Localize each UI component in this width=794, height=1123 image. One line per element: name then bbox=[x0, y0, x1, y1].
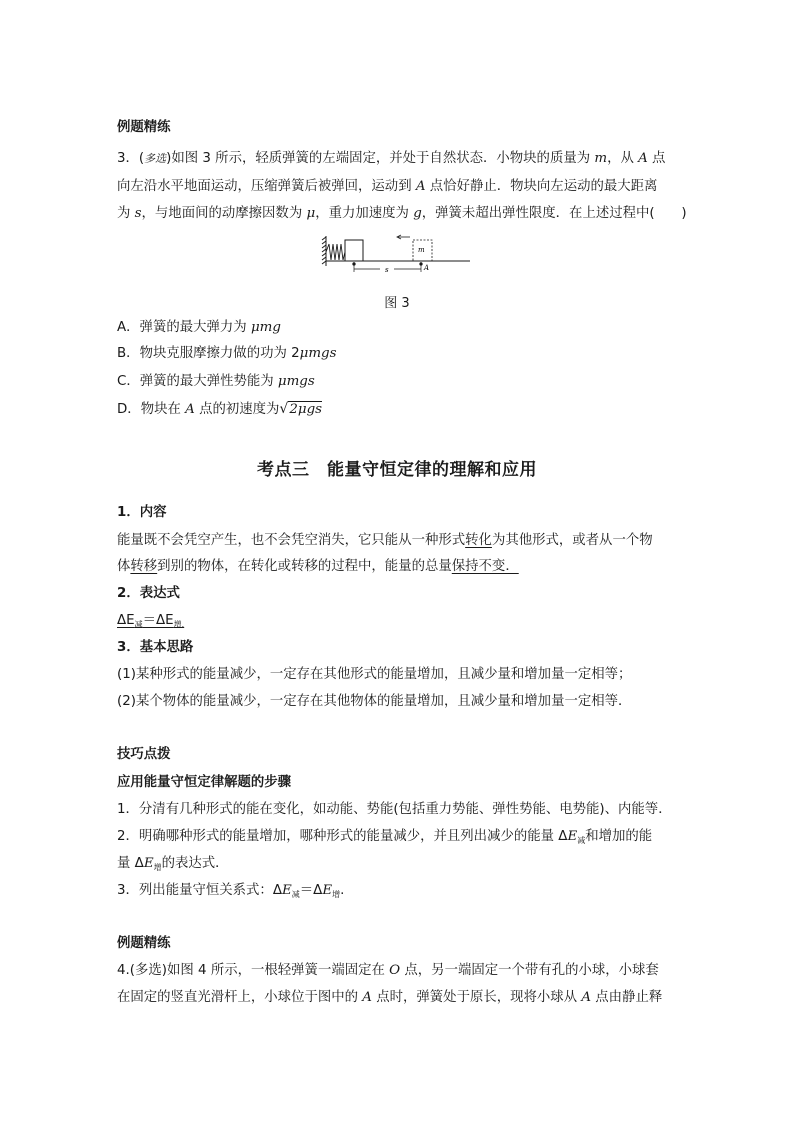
option-b: B．物块克服摩擦力做的功为 2μmgs bbox=[117, 346, 337, 361]
section-title: 考点三 能量守恒定律的理解和应用 bbox=[257, 460, 537, 480]
option-a: A．弹簧的最大弹力为 μmg bbox=[117, 320, 281, 335]
approach-line-1: (1)某种形式的能量减少，一定存在其他形式的能量增加，且减少量和增加量一定相等； bbox=[117, 667, 632, 682]
block bbox=[345, 240, 363, 261]
question-4-line-2: 在固定的竖直光滑杆上，小球位于图中的 A 点时，弹簧处于原长，现将小球从 A 点由静止释 bbox=[117, 990, 663, 1005]
option-c: C．弹簧的最大弹性势能为 μmgs bbox=[117, 374, 315, 389]
example-heading-1: 例题精练 bbox=[117, 120, 171, 135]
option-d: D．物块在 A 点的初速度为√2μgs bbox=[117, 401, 323, 417]
point-a-label: A bbox=[424, 264, 430, 272]
figure-3-caption: 图 3 bbox=[384, 296, 410, 311]
spring bbox=[326, 244, 345, 260]
tips-step-2-line-1: 2．明确哪种形式的能量增加，哪种形式的能量减少，并且列出减少的能量 $\Delta E_减$和增加的能 bbox=[117, 829, 653, 845]
question-4-line-1: 4.(多选)如图 4 所示，一根轻弹簧一端固定在 O 点，另一端固定一个带有孔的小球，小球套 bbox=[117, 963, 659, 978]
mass-label: m bbox=[418, 246, 425, 254]
figure-3-spring-block bbox=[320, 232, 472, 274]
approach-heading: 3．基本思路 bbox=[117, 640, 194, 655]
distance-label: s bbox=[385, 266, 389, 274]
tips-heading: 技巧点拨 bbox=[117, 747, 171, 762]
question-3-line-1: 3．(多选)如图 3 所示，轻质弹簧的左端固定，并处于自然状态．小物块的质量为 m，从 A 点 bbox=[117, 151, 666, 166]
wall bbox=[322, 236, 326, 266]
tips-step-3: 3．列出能量守恒关系式：$\Delta E_减=\Delta E_增$. bbox=[117, 883, 345, 899]
velocity-arrow bbox=[397, 235, 410, 239]
question-3-line-2: 向左沿水平地面运动，压缩弹簧后被弹回，运动到 A 点恰好静止．物块向左运动的最大距离 bbox=[117, 179, 658, 194]
question-3-line-3: 为 s，与地面间的动摩擦因数为 μ，重力加速度为 g，弹簧未超出弹性限度．在上述过程中( ) bbox=[117, 206, 687, 221]
content-line-2: 体转移到别的物体，在转化或转移的过程中，能量的总量保持不变． bbox=[117, 559, 519, 574]
tips-subheading: 应用能量守恒定律解题的步骤 bbox=[117, 775, 292, 790]
content-line-1: 能量既不会凭空产生，也不会凭空消失，它只能从一种形式转化为其他形式，或者从一个物 bbox=[117, 533, 653, 548]
energy-conservation-formula: $\Delta E_减=\Delta E_{增.}$ bbox=[117, 613, 185, 629]
approach-line-2: (2)某个物体的能量减少，一定存在其他物体的能量增加，且减少量和增加量一定相等． bbox=[117, 694, 632, 709]
tips-step-2-line-2: 量 $\Delta E_增$的表达式． bbox=[117, 856, 229, 872]
sqrt-radicand: 2μgs bbox=[289, 402, 323, 417]
content-heading: 1．内容 bbox=[117, 505, 167, 520]
example-heading-2: 例题精练 bbox=[117, 936, 171, 951]
expression-heading: 2．表达式 bbox=[117, 586, 180, 601]
tips-step-1: 1．分清有几种形式的能在变化，如动能、势能(包括重力势能、弹性势能、电势能)、内能等． bbox=[117, 802, 672, 817]
